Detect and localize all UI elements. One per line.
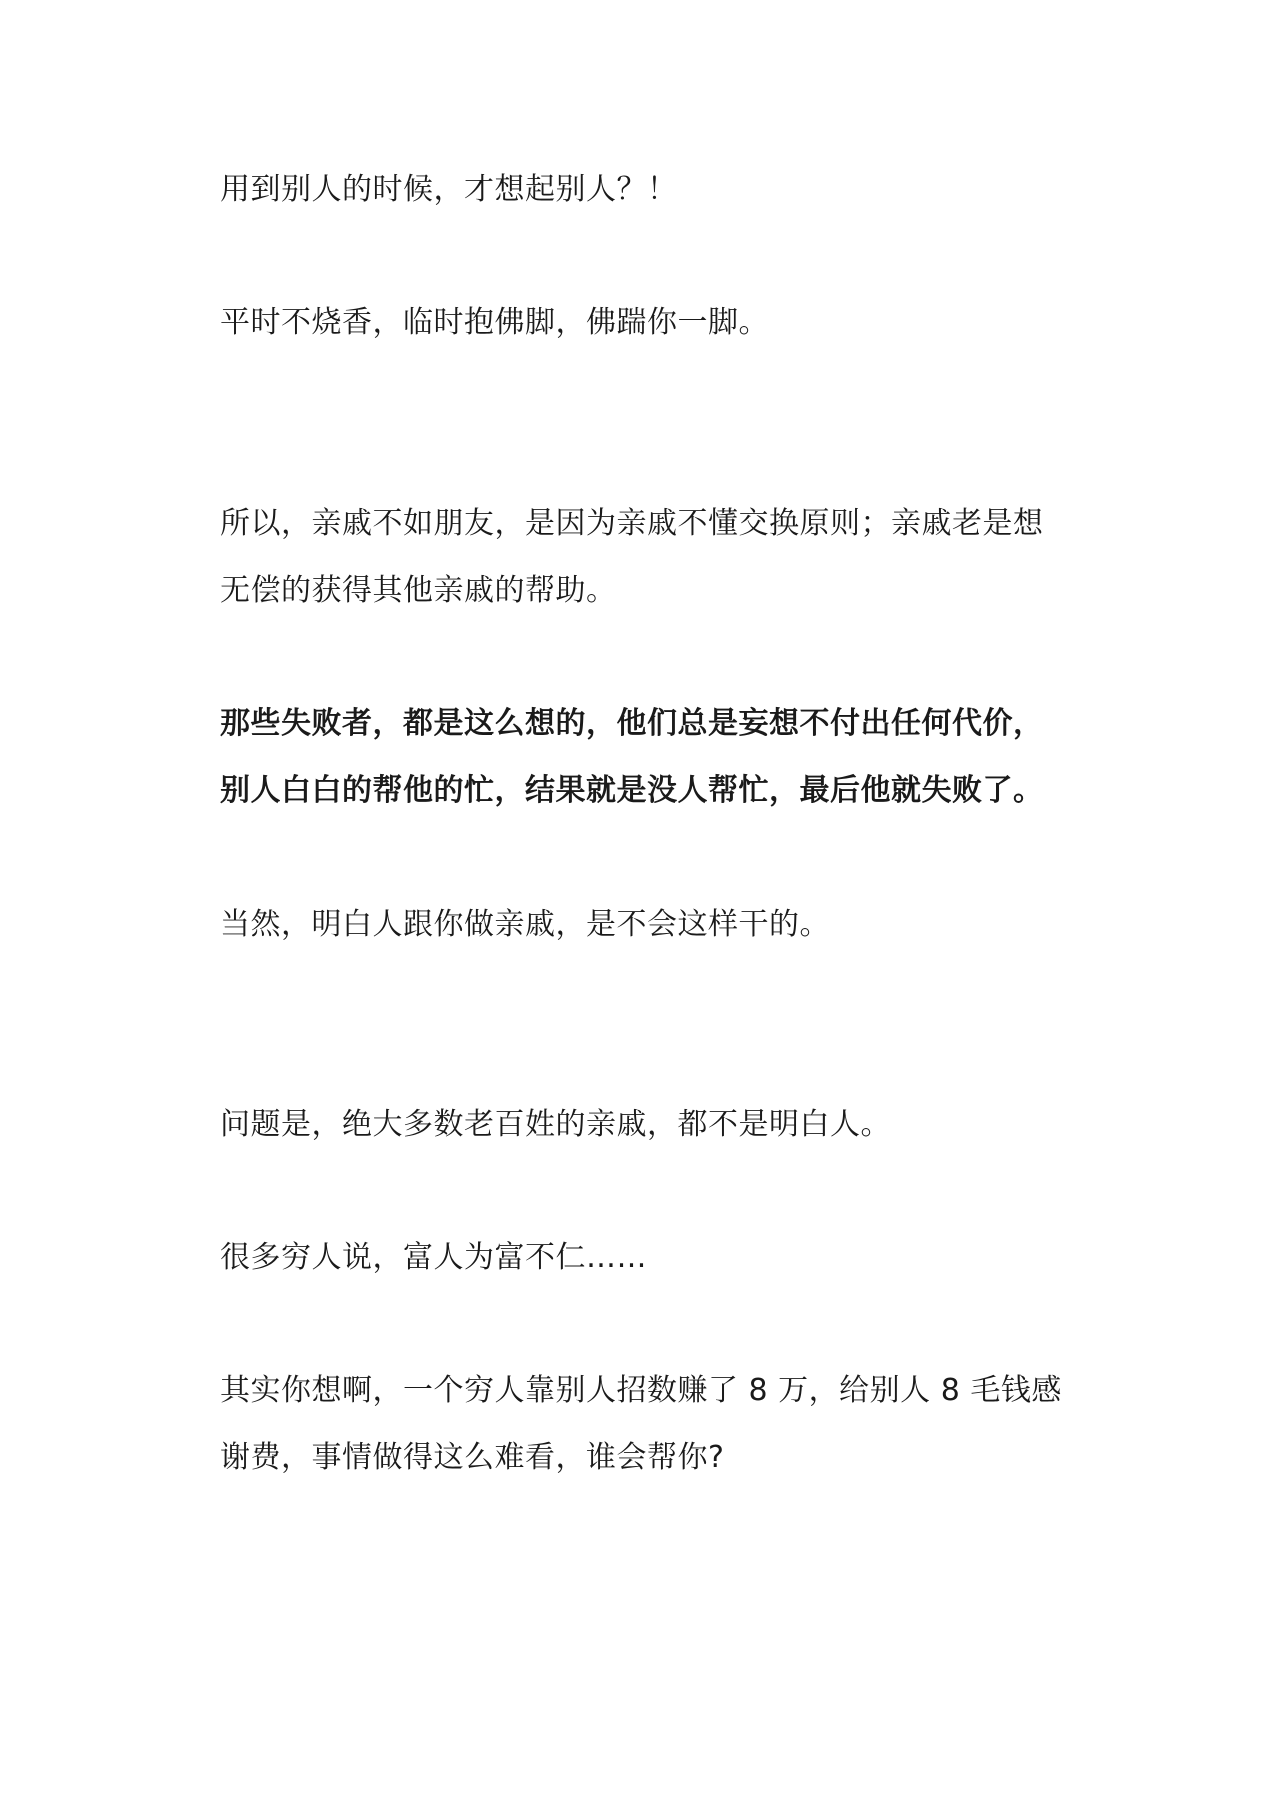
- paragraph-2: 平时不烧香，临时抱佛脚，佛踹你一脚。: [220, 305, 769, 340]
- paragraph-6: 问题是，绝大多数老百姓的亲戚，都不是明白人。: [220, 1107, 891, 1142]
- paragraph-8: 其实你想啊，一个穷人靠别人招数赚了 8 万，给别人 8 毛钱感谢费，事情做得这么难看，谁会帮你?: [220, 1373, 1062, 1475]
- paragraph-3: 所以，亲戚不如朋友，是因为亲戚不懂交换原则；亲戚老是想无偿的获得其他亲戚的帮助。: [220, 506, 1044, 608]
- paragraph-1: 用到别人的时候，才想起别人？！: [220, 172, 678, 207]
- paragraph-7: 很多穷人说，富人为富不仁……: [220, 1240, 647, 1275]
- paragraph-5: 当然，明白人跟你做亲戚，是不会这样干的。: [220, 907, 830, 942]
- paragraph-4-bold: 那些失败者，都是这么想的，他们总是妄想不付出任何代价，别人白白的帮他的忙，结果就是没人帮忙，最后他就失败了。: [220, 706, 1044, 808]
